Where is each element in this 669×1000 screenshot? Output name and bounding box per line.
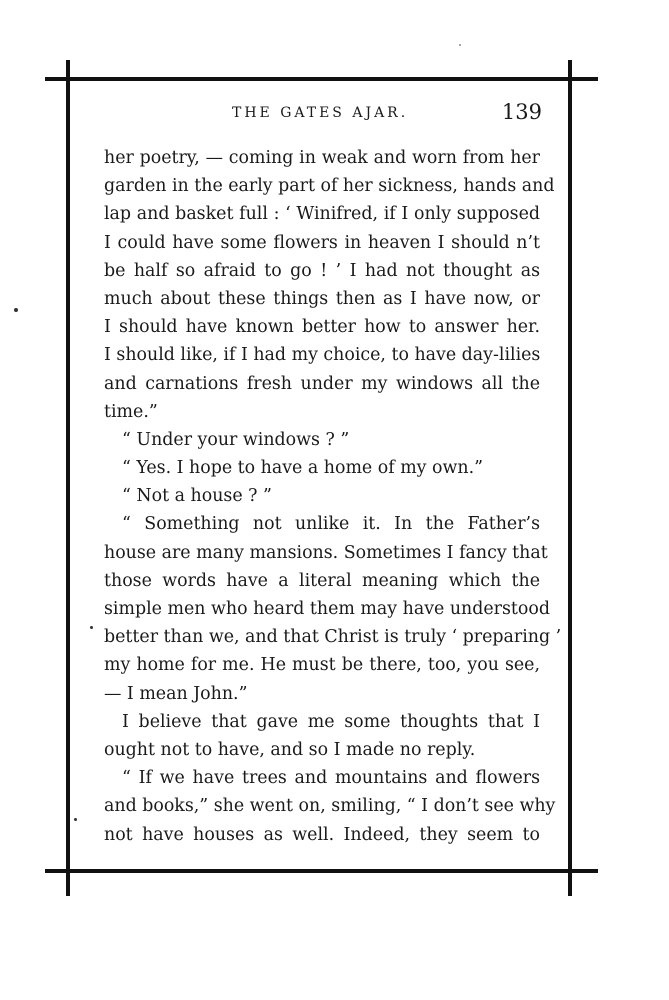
- text-line: not have houses as well. Indeed, they seem to: [104, 824, 540, 845]
- text-line: I believe that gave me some thoughts that I: [122, 711, 540, 732]
- text-line: “ Yes. I hope to have a home of my own.”: [122, 458, 484, 479]
- text-line: those words have a literal meaning which the: [104, 570, 540, 591]
- text-line: simple men who heard them may have understood: [104, 599, 550, 619]
- text-line: and carnations fresh under my windows all the: [104, 373, 540, 394]
- text-line: much about these things then as I have now, or: [104, 288, 540, 309]
- text-line: her poetry, — coming in weak and worn from her: [104, 148, 540, 168]
- text-line: I should have known better how to answer her.: [104, 317, 540, 338]
- bottom-border-rule: [45, 869, 598, 873]
- text-line: “ If we have trees and mountains and flowers: [122, 768, 540, 789]
- text-line: I could have some flowers in heaven I should n’t: [104, 232, 540, 253]
- text-line: “ Something not unlike it. In the Father’s: [122, 514, 540, 535]
- text-line: time.”: [104, 401, 158, 422]
- text-line: I should like, if I had my choice, to have day-lilies: [104, 345, 541, 366]
- text-line: — I mean John.”: [104, 683, 248, 704]
- text-line: be half so afraid to go ! ’ I had not thought as: [104, 260, 540, 281]
- page-number: 139: [501, 100, 542, 124]
- text-line: lap and basket full : ‘ Winifred, if I only supposed: [104, 204, 540, 225]
- text-line: and books,” she went on, smiling, “ I don’t see why: [104, 796, 556, 817]
- left-border-rule: [66, 60, 70, 896]
- text-line: “ Not a house ? ”: [122, 486, 272, 507]
- text-line: my home for me. He must be there, too, you see,: [104, 655, 540, 676]
- paper-speck: [90, 626, 93, 629]
- running-title: THE GATES AJAR.: [232, 105, 409, 121]
- text-line: garden in the early part of her sickness, hands and: [104, 176, 555, 197]
- top-border-rule: [45, 77, 598, 81]
- paper-speck: [14, 308, 18, 312]
- text-line: ought not to have, and so I made no reply.: [104, 739, 476, 760]
- text-line: better than we, and that Christ is truly ‘ preparing ’: [104, 627, 562, 648]
- paper-speck: [459, 44, 461, 46]
- paper-speck: [74, 818, 77, 821]
- right-border-rule: [568, 60, 572, 896]
- text-line: “ Under your windows ? ”: [122, 429, 350, 450]
- text-line: house are many mansions. Sometimes I fancy that: [104, 542, 548, 563]
- body-text: [104, 144, 562, 849]
- running-head: [104, 100, 542, 130]
